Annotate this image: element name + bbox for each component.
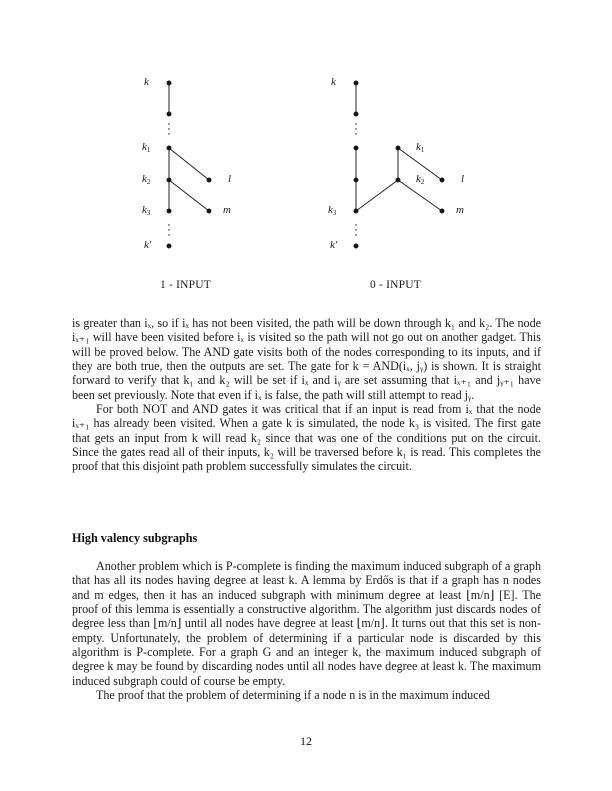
label-k1-base: k xyxy=(142,141,147,153)
paragraph: Another problem which is P-complete is finding the maximum induced subgraph of a graph that has all its nodes having degree at least k. A lemma by Erdős is that if a graph has n nodes and m edges, then it has an induced subgraph with minimum degree at least ⌊m/n⌋ [E]. The proof of this lemma is essentially a constructive algorithm. The algorithm just discards nodes of degree less than ⌊m/n⌋ until all nodes have degree at least ⌊m/n⌋. It turns out that this set is non-empty. Unfortunately, the problem of determining if a particular node is discarded by this algorithm is P-complete. For a graph G and an integer k, the maximum induced subgraph of degree k may be found by discarding nodes until all nodes have degree at least k. The maximum induced subgraph could of course be empty. xyxy=(72,559,541,688)
label-k1-sub: 1 xyxy=(146,146,151,154)
label-k-prime: k′ xyxy=(330,239,338,251)
label-l: l xyxy=(228,173,232,185)
label-k: k xyxy=(144,76,149,88)
label-k2-sub: 2 xyxy=(420,178,425,186)
label-k3-sub: 3 xyxy=(332,209,337,217)
one-input-gadget-diagram xyxy=(167,81,211,248)
label-k: k xyxy=(331,76,336,88)
label-k3 xyxy=(328,204,336,219)
caption-one-input: 1 - INPUT xyxy=(160,279,211,291)
label-k-prime: k′ xyxy=(144,239,152,251)
paragraph: The proof that the problem of determining if a node n is in the maximum induced xyxy=(96,688,490,703)
caption-zero-input: 0 - INPUT xyxy=(370,279,421,291)
proof-text xyxy=(72,316,541,474)
section-text xyxy=(72,559,541,702)
gadget-figure xyxy=(0,0,612,300)
section-heading: High valency subgraphs xyxy=(72,531,198,545)
label-k3 xyxy=(142,204,150,219)
label-k2-sub: 2 xyxy=(146,178,151,186)
label-k2-base: k xyxy=(416,173,421,185)
paragraph: is greater than iₓ, so if iₓ has not been visited, the path will be down through k₁ and k₂. The node iₓ₊₁ will have been visited before iₓ is visited so the path will not go out on another gadget. This will be proved below. The AND gate visits both of the nodes corresponding to its inputs, and if they are both true, then the outputs are set. The gate for k = AND(iₓ, jᵧ) is shown. It is straight forward to verify that k₁ and k₂ will be set if iₓ and iᵧ are set assuming that iₓ₊₁ and jᵧ₊₁ have been set previously. Note that even if iₓ is false, the path will still attempt to read jᵧ. xyxy=(72,316,541,402)
label-k3-base: k xyxy=(142,204,147,216)
label-l: l xyxy=(461,173,465,185)
label-k1 xyxy=(416,141,424,156)
label-m: m xyxy=(456,204,464,216)
paragraph: For both NOT and AND gates it was critical that if an input is read from iₓ that the node iₓ₊₁ has already been visited. When a gate k is simulated, the node k₃ is visited. The first gate that gets an input from k will read k₂ since that was one of the conditions put on the circuit. Since the gates read all of their inputs, k₂ will be traversed before k₁ is read. This completes the proof that this disjoint path problem successfully simulates the circuit. xyxy=(72,402,541,474)
label-k1-sub: 1 xyxy=(420,146,425,154)
label-k1-base: k xyxy=(416,141,421,153)
label-k3-sub: 3 xyxy=(146,209,151,217)
label-m: m xyxy=(223,204,231,216)
label-k2 xyxy=(142,173,150,188)
label-k1 xyxy=(142,141,150,156)
label-k3-base: k xyxy=(328,204,333,216)
label-k2 xyxy=(416,173,424,188)
zero-input-gadget-diagram xyxy=(354,81,444,248)
label-k2-base: k xyxy=(142,173,147,185)
page-number: 12 xyxy=(300,734,312,748)
gadget-diagrams-svg xyxy=(0,0,612,300)
